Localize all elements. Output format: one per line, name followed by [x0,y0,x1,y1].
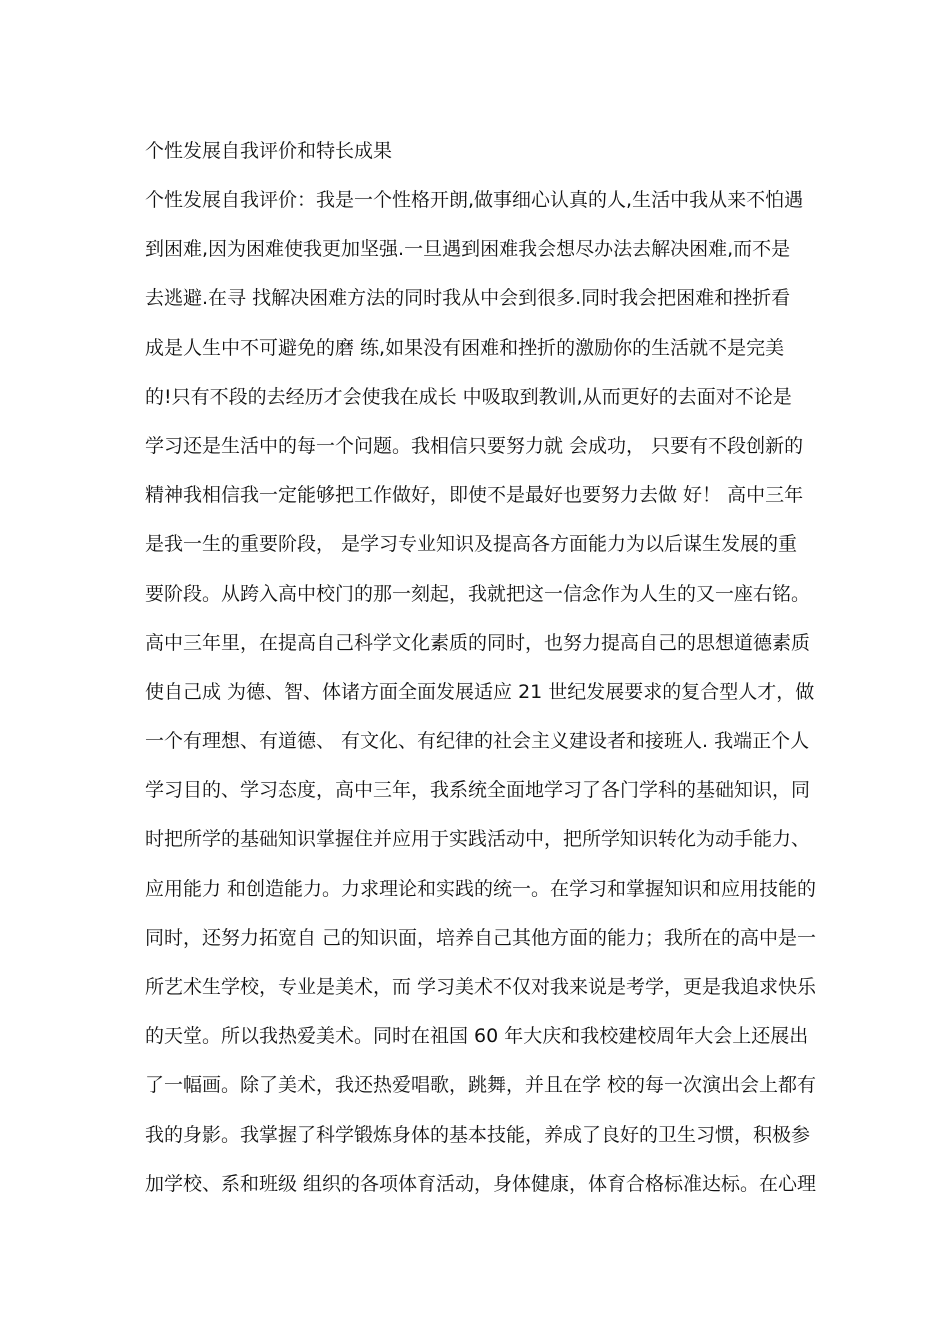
body-line: 了一幅画。除了美术，我还热爱唱歌，跳舞，并且在学 校的每一次演出会上都有 [145,1074,817,1097]
document-body [145,187,815,1220]
body-line: 学习还是生活中的每一个问题。我相信只要努力就 会成功， 只要有不段创新的 [145,434,804,457]
body-line: 使自己成 为德、智、体诸方面全面发展适应 21 世纪发展要求的复合型人才，做 [145,680,815,703]
body-line: 去逃避.在寻 找解决困难方法的同时我从中会到很多.同时我会把困难和挫折看 [145,287,791,310]
body-line: 的天堂。所以我热爱美术。同时在祖国 60 年大庆和我校建校周年大会上还展出 [145,1025,809,1048]
body-line: 要阶段。从跨入高中校门的那一刻起，我就把这一信念作为人生的又一座右铭。 [145,582,811,605]
body-line: 我的身影。我掌握了科学锻炼身体的基本技能，养成了良好的卫生习惯，积极参 [145,1123,811,1146]
body-line: 个性发展自我评价：我是一个性格开朗,做事细心认真的人,生活中我从来不怕遇 [145,189,804,211]
body-line: 精神我相信我一定能够把工作做好，即使不是最好也要努力去做 好！ 高中三年 [145,484,804,507]
body-line: 的!只有不段的去经历才会使我在成长 中吸取到教训,从而更好的去面对不论是 [145,385,792,408]
body-line: 所艺术生学校，专业是美术，而 学习美术不仅对我来说是考学，更是我追求快乐 [145,976,817,998]
body-line: 时把所学的基础知识掌握住并应用于实践活动中，把所学知识转化为动手能力、 [145,828,811,851]
document-title: 个性发展自我评价和特长成果 [145,140,393,162]
body-line: 成是人生中不可避免的磨 练,如果没有困难和挫折的激励你的生活就不是完美 [145,336,785,359]
body-line: 加学校、系和班级 组织的各项体育活动，身体健康，体育合格标准达标。在心理 [145,1172,817,1195]
body-line: 一个有理想、有道德、 有文化、有纪律的社会主义建设者和接班人. 我端正个人 [145,730,810,753]
body-line: 学习目的、学习态度，高中三年，我系统全面地学习了各门学科的基础知识，同 [145,779,811,802]
body-line: 是我一生的重要阶段， 是学习专业知识及提高各方面能力为以后谋生发展的重 [145,533,798,556]
body-line: 高中三年里，在提高自己科学文化素质的同时，也努力提高自己的思想道德素质 [145,631,811,654]
body-line: 同时，还努力拓宽自 己的知识面，培养自己其他方面的能力；我所在的高中是一 [145,926,817,949]
body-line: 应用能力 和创造能力。力求理论和实践的统一。在学习和掌握知识和应用技能的 [145,877,817,900]
body-line: 到困难,因为困难使我更加坚强.一旦遇到困难我会想尽办法去解决困难,而不是 [145,238,791,261]
